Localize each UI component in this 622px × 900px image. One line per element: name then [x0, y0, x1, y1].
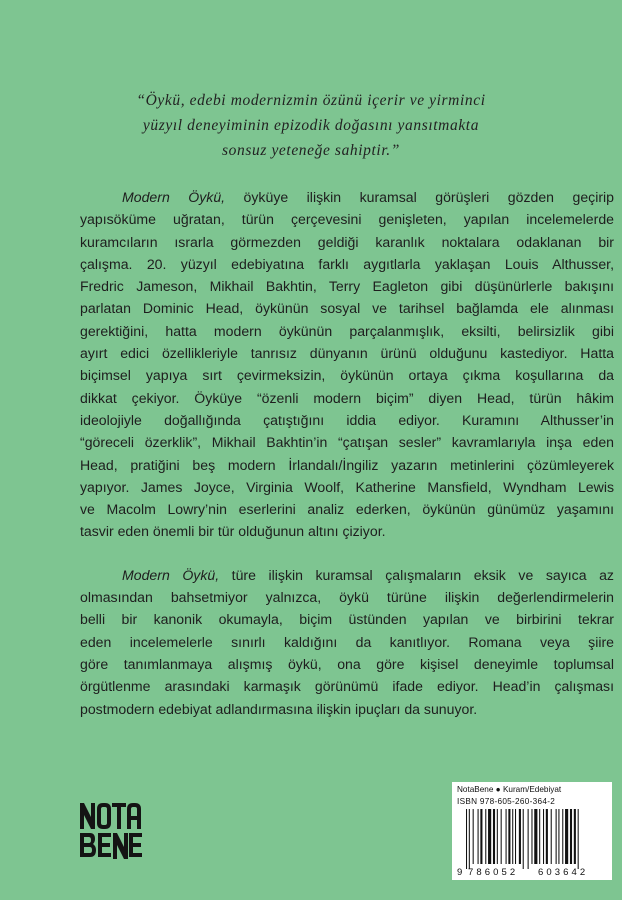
isbn-text: ISBN 978-605-260-364-2	[457, 797, 556, 806]
barcode-right-digits: 603642	[538, 867, 589, 878]
publisher-category	[457, 785, 561, 794]
paragraph-line: Modern Öykü, türe ilişkin kuramsal çalışmaların eksik ve sayıca az	[122, 566, 614, 583]
paragraph-2	[80, 564, 614, 720]
publisher-name: NotaBene	[457, 785, 494, 794]
barcode-bar	[578, 809, 579, 869]
paragraph-line: parlatan Dominic Head, öykünün sosyal ve tarihsel bağlamda ele alınması	[80, 300, 614, 317]
book-title-italic: Modern Öykü,	[122, 566, 220, 583]
barcode-bar	[480, 809, 482, 864]
back-cover-description	[80, 186, 614, 720]
paragraph-line: ideolojiyle doğallığında çatıştığını iddia ediyor. Kuramını Althusser’in	[80, 411, 614, 428]
barcode-bar	[531, 809, 532, 864]
barcode-bar	[501, 809, 502, 864]
paragraph-line: gerektiğini, hatta modern öykünün parçalanmışlık, eksilti, belirsizlik gibi	[80, 322, 614, 339]
barcode-bar	[570, 809, 572, 864]
barcode-bar	[493, 809, 495, 864]
paragraph-line: dikkat çekiyor. Öyküye “özenli modern biçim” diyen Head, türün hâkim	[80, 389, 614, 406]
paragraph-line: yapıyor. James Joyce, Virginia Woolf, Katherine Mansfield, Wyndham Lewis	[80, 478, 614, 495]
barcode-graphic	[452, 807, 612, 879]
barcode-bar	[478, 809, 479, 864]
paragraph-1	[80, 186, 614, 543]
paragraph-line: belli bir kanonik okumayla, biçim üstünden yapılan ve birbirini tekrar	[80, 611, 614, 628]
barcode-bar	[497, 809, 498, 864]
barcode-left-digits: 786052	[468, 867, 519, 878]
bullet-icon: ●	[495, 785, 501, 794]
paragraph-line: ayırt edici özellikleriyle tanrısız dünyanın ürünü olduğunu kastediyor. Hatta	[80, 345, 614, 362]
nota-bene-logo	[80, 801, 142, 863]
barcode-bar	[551, 809, 552, 864]
barcode-bar	[519, 809, 521, 864]
barcode-bar	[515, 809, 516, 864]
barcode-bar	[469, 809, 470, 869]
paragraph-line: göre tanımlanmaya alışmış öykü, ona göre kişisel deneyimle toplumsal	[80, 655, 614, 672]
barcode-bar	[508, 809, 510, 864]
paragraph-line: postmodern edebiyat adlandırmasına ilişkin ipuçları da sunuyor.	[80, 700, 478, 717]
paragraph-line: Head, pratiğini beş modern İrlandalı/İngiliz yazarın metinlerini çözümleyerek	[80, 456, 614, 473]
category-label: Kuram/Edebiyat	[502, 785, 562, 794]
paragraph-line: ve Macolm Lowry’nin eserlerini analiz ederken, öykünün günümüz yaşamını	[80, 501, 614, 518]
paragraph-line: örgütlenme arasındaki karmaşık görünümü ifade ediyor. Head’in çalışması	[80, 678, 614, 695]
barcode-bar	[512, 809, 513, 864]
barcode-bar	[556, 809, 557, 864]
barcode-bar	[528, 809, 529, 869]
barcode-first-digit: 9	[457, 867, 463, 878]
barcode-bar	[539, 809, 540, 864]
paragraph-line: Modern Öykü, öyküye ilişkin kuramsal görüşleri gözden geçirip	[122, 189, 614, 205]
paragraph-line: çalışma. 20. yüzyıl edebiyatına farklı aygıtlarla yaklaşan Louis Althusser,	[80, 255, 614, 272]
barcode-bar	[466, 809, 467, 869]
quote-line: sonsuz yeteneğe sahiptir.”	[222, 142, 400, 159]
paragraph-line: yapısöküme uğratan, türün çerçevesini genişleten, yapılan incelemelerde	[80, 211, 614, 228]
barcode-bar	[506, 809, 507, 864]
paragraph-line: “göreceli özerklik”, Mikhail Bakhtin’in “çatışan sesler” kavramlarıyla inşa eden	[80, 434, 614, 451]
quote-line: yüzyıl deneyiminin epizodik doğasını yansıtmakta	[142, 117, 480, 134]
paragraph-line: eden incelemelerle sınırlı kaldığını da kanıtlıyor. Romana veya şiire	[80, 633, 614, 650]
barcode-bar	[546, 809, 548, 864]
quote-line: “Öykü, edebi modernizmin özünü içerir ve yirminci	[136, 92, 486, 109]
epigraph-quote	[96, 88, 526, 163]
paragraph-line: olmasından bahsetmiyor yalnızca, öykü türüne ilişkin değerlendirmelerin	[80, 589, 614, 606]
paragraph-line: kuramcıların ısrarla görmezden geldiği karanlık noktalara odaklanan bir	[80, 233, 614, 250]
barcode-bar	[485, 809, 486, 864]
isbn-barcode	[452, 782, 612, 880]
paragraph-line: tasvir eden önemli bir tür olduğunun altını çiziyor.	[80, 523, 386, 540]
barcode-bar	[523, 809, 524, 869]
barcode-bar	[488, 809, 491, 864]
barcode-bar	[574, 809, 576, 864]
book-title-italic: Modern Öykü,	[122, 189, 226, 205]
paragraph-line: Fredric Jameson, Mikhail Bakhtin, Terry Eagleton gibi düşünürlerle bakışını	[80, 278, 614, 295]
paragraph-line: biçimsel yapıya sırt çevirmeksizin, öykünün ortaya çıkma koşullarına da	[80, 367, 614, 384]
barcode-bar	[558, 809, 559, 864]
barcode-bar	[473, 809, 474, 864]
barcode-bar	[565, 809, 568, 864]
barcode-bar	[562, 809, 563, 864]
barcode-bar	[543, 809, 544, 864]
barcode-bar	[534, 809, 537, 864]
